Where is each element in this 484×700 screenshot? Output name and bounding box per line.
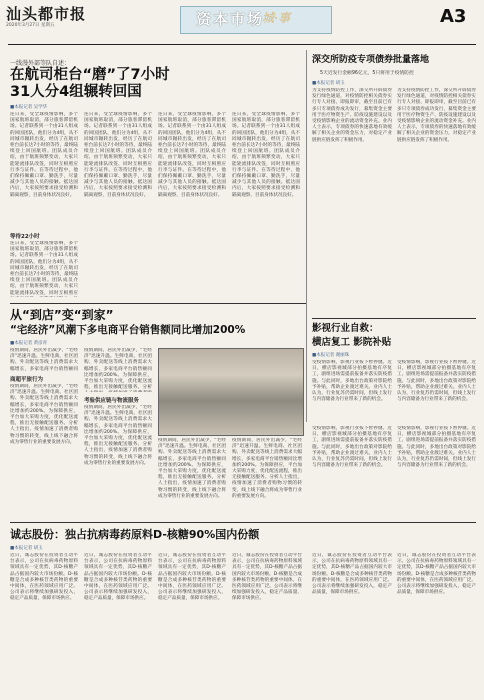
article5-byline: ■本报记者 胡玉 — [10, 546, 43, 551]
article1-kicker: 一线漫外部等队自述： — [10, 60, 71, 67]
article4-body-col1b: 疫情期间，居民外出减少，“宅经济”迅速升温。生鲜电商、社区团购、外卖配送等线上消费需求大幅增长，多家电商平台销售额同比增加约200%。为保障供应，平台加大采购力度，优化配送流程，推出无接触配送服务。分析人士指出，疫情加速了消费者购物习惯的转变，线上线下融合将成为零售行业的重要发展方向。 — [10, 384, 78, 445]
article5-body-col4: 近日，诚志股份在投资者互动平台表示，公司在抗病毒药物原料领域具有一定优势，其D-核糖产品占据国内较大市场份额。D-核糖是合成多种核苷类药物的重要中间体，在医药领域应用广泛。公司表示将继续加强研发投入，稳定产品质量，保障市场供应。 — [232, 553, 302, 602]
article5-body-col2: 近日，诚志股份在投资者互动平台表示，公司在抗病毒药物原料领域具有一定优势，其D-核糖产品占据国内较大市场份额。D-核糖是合成多种核苷类药物的重要中间体，在医药领域应用广泛。公司表示将继续加强研发投入，稳定产品质量，保障市场供应。 — [84, 553, 152, 602]
column-divider — [306, 50, 307, 422]
article1-body-col4: 连日来，受全球疫情影响，多个国家航班取消，部分旅客滞留机场。记者联系到一个由31人组成的回国团队，他们分为4组，从不同城市辗转出发，经历了在航司柜台前长达7小时的等待，最终陆续登上回国航班。团队成员介绍，由于航班频繁变动，大家只能轮流排队改签，同时互相照应行李与证件。在等待过程中，他们保持佩戴口罩、勤洗手，尽量减少与其他人员的接触。抵达国内后，大家按照要求接受检测和隔离观察，目前身体状况良好。 — [232, 112, 300, 198]
article1-body-col1: 连日来，受全球疫情影响，多个国家航班取消，部分旅客滞留机场。记者联系到一个由31人组成的回国团队，他们分为4组，从不同城市辗转出发，经历了在航司柜台前长达7小时的等待，最终陆续登上回国航班。团队成员介绍，由于航班频繁变动，大家只能轮流排队改签，同时互相照应行李与证件。在等待过程中，他们保持佩戴口罩、勤洗手，尽量减少与其他人员的接触。抵达国内后，大家按照要求接受检测和隔离观察，目前身体状况良好。 — [10, 112, 78, 198]
article1-title-line2: 31人分4组辗转回国 — [10, 84, 142, 100]
section-divider-2 — [10, 303, 306, 304]
article4-body-col1: 疫情期间，居民外出减少，“宅经济”迅速升温。生鲜电商、社区团购、外卖配送等线上消费需求大幅增长，多家电商平台销售额同 — [10, 348, 78, 372]
article2-subtitle: 5天近发行金额96亿元，5只将用于疫情防控 — [320, 71, 414, 76]
article5-title: 诚志股份：独占抗病毒药原料D-核糖90%国内份额 — [10, 528, 260, 541]
article4-title: 从“到店”变“到家” — [10, 308, 114, 322]
article3-byline: ■本报记者 谢丽珠 — [312, 353, 350, 358]
section-name: 资本市场 — [196, 10, 265, 28]
dateline: 2020年3月27日 星期五 — [6, 23, 55, 28]
article1-subhead: 等待22小时 — [10, 234, 40, 240]
article4-body-col3: 疫情期间，居民外出减少，“宅经济”迅速升温。生鲜电商、社区团购、外卖配送等线上消费需求大幅增长，多家电商平台销售额同比增加约200%。为保障供应，平台加大采购力度，优化配送流程，推出无接触配送服务。分析人士指出，疫情加速了消费者购物习惯的转变，线上线下融合将成为零售行业的重要发展方向。 — [158, 438, 226, 499]
article4-subhead2: 考验供应链与物流服务 — [84, 398, 140, 404]
article4-body-col2: 疫情期间，居民外出减少，“宅经济”迅速升温。生鲜电商、社区团购、外卖配送等线上消费需求大幅增长，多家电商平台销售额同比增加约200%。为保障供应，平台加大采购力度，优化配送流程，推出无接触配送服务。分析 — [84, 348, 152, 391]
article1-title: 在航司柜台“磨”了7小时 — [10, 67, 170, 83]
article4-title-line2: “宅经济”风潮下多电商平台销售额同比增加200% — [10, 324, 246, 336]
article4-photo — [158, 348, 304, 436]
article1-body-col2: 连日来，受全球疫情影响，多个国家航班取消，部分旅客滞留机场。记者联系到一个由31人组成的回国团队，他们分为4组，从不同城市辗转出发，经历了在航司柜台前长达7小时的等待，最终陆续登上回国航班。团队成员介绍，由于航班频繁变动，大家只能轮流排队改签，同时互相照应行李与证件。在等待过程中，他们保持佩戴口罩、勤洗手，尽量减少与其他人员的接触。抵达国内后，大家按照要求接受检测和隔离观察，目前身体状况良好。 — [84, 112, 152, 198]
article3-title-line2: 横店复工 影院补贴 — [312, 337, 392, 348]
article2-body-col2: 为支持疫情防控工作，深交所开辟债券发行绿色通道，对疫情防控相关债券实行专人对接、即报即审，截至目前已有多只专项债券成功发行，募集资金主要用于医疗物资生产、防疫设施建设以及受疫情影响企业的流动资金补充。业内人士表示，专项债券的快速落地有效缓解了相关企业的资金压力，对稳定产业链供应链发挥了积极作用。 — [397, 88, 476, 143]
article5-body-col6: 近日，诚志股份在投资者互动平台表示，公司在抗病毒药物原料领域具有一定优势，其D-核糖产品占据国内较大市场份额。D-核糖是合成多种核苷类药物的重要中间体，在医药领域应用广泛。公司表示将继续加强研发投入，稳定产品质量，保障市场供应。 — [397, 553, 476, 596]
article4-body-col4: 疫情期间，居民外出减少，“宅经济”迅速升温。生鲜电商、社区团购、外卖配送等线上消费需求大幅增长，多家电商平台销售额同比增加约200%。为保障供应，平台加大采购力度，优化配送流程，推出无接触配送服务。分析人士指出，疫情加速了消费者购物习惯的转变，线上线下融合将成为零售行业的重要发展方向。 — [232, 438, 302, 499]
article4-body-col2b: 疫情期间，居民外出减少，“宅经济”迅速升温。生鲜电商、社区团购、外卖配送等线上消费需求大幅增长，多家电商平台销售额同比增加约200%。为保障供应，平台加大采购力度，优化配送流程，推出无接触配送服务。分析人士指出，疫情加速了消费者购物习惯的转变，线上线下融合将成为零售行业的重要发展方向。 — [84, 405, 152, 466]
article3-body-col1b: 受疫情影响，影视行业按下暂停键。近日，横店影视城部分拍摄基地有序复工，剧组进场需提前报备并落实防疫措施。与此同时，多地出台政策对影院给予补贴，帮助企业渡过难关。业内人士认为，行业复苏仍需时间，但线上发行与内容储备为行业带来了新的机会。 — [312, 426, 392, 469]
newspaper-logo: 汕头都市报 — [6, 5, 87, 23]
article4-byline: ■本报记者 黄彦青 — [10, 341, 48, 346]
article3-body-col2: 受疫情影响，影视行业按下暂停键。近日，横店影视城部分拍摄基地有序复工，剧组进场需提前报备并落实防疫措施。与此同时，多地出台政策对影院给予补贴，帮助企业渡过难关。业内人士认为，行业复苏仍需时间，但线上发行与内容储备为行业带来了新的机会。 — [397, 360, 476, 403]
article5-body-col5: 近日，诚志股份在投资者互动平台表示，公司在抗病毒药物原料领域具有一定优势，其D-核糖产品占据国内较大市场份额。D-核糖是合成多种核苷类药物的重要中间体，在医药领域应用广泛。公司表示将继续加强研发投入，稳定产品质量，保障市场供应。 — [312, 553, 392, 596]
page-number: A3 — [440, 6, 467, 27]
article3-title: 影视行业自救： — [312, 323, 379, 334]
section-divider-3 — [10, 522, 476, 523]
article1-body-col1b: 连日来，受全球疫情影响，多个国家航班取消，部分旅客滞留机场。记者联系到一个由31人组成的回国团队，他们分为4组，从不同城市辗转出发，经历了在航司柜台前长达7小时的等待，最终陆续登上回国航班。团队成员介绍，由于航班频繁变动，大家只能轮流排队改签，同时互相照应 — [10, 241, 78, 296]
article1-body-col3: 连日来，受全球疫情影响，多个国家航班取消，部分旅客滞留机场。记者联系到一个由31人组成的回国团队，他们分为4组，从不同城市辗转出发，经历了在航司柜台前长达7小时的等待，最终陆续登上回国航班。团队成员介绍，由于航班频繁变动，大家只能轮流排队改签，同时互相照应行李与证件。在等待过程中，他们保持佩戴口罩、勤洗手，尽量减少与其他人员的接触。抵达国内后，大家按照要求接受检测和隔离观察，目前身体状况良好。 — [158, 112, 226, 198]
article4-subhead1: 商超平旅行为 — [10, 377, 44, 383]
article2-byline: ■本报记者 胡玉 — [312, 81, 345, 86]
section-slogan: 城·事 — [262, 11, 291, 25]
article5-body-col3: 近日，诚志股份在投资者互动平台表示，公司在抗病毒药物原料领域具有一定优势，其D-核糖产品占据国内较大市场份额。D-核糖是合成多种核苷类药物的重要中间体，在医药领域应用广泛。公司表示将继续加强研发投入，稳定产品质量，保障市场供应。 — [158, 553, 226, 602]
article2-title: 深交所防疫专项债券批量落地 — [312, 55, 430, 65]
article3-body-col1: 受疫情影响，影视行业按下暂停键。近日，横店影视城部分拍摄基地有序复工，剧组进场需提前报备并落实防疫措施。与此同时，多地出台政策对影院给予补贴，帮助企业渡过难关。业内人士认为，行业复苏仍需时间，但线上发行与内容储备为行业带来了新的机会。 — [312, 360, 392, 403]
section-divider — [312, 318, 476, 319]
article3-body-col2b: 受疫情影响，影视行业按下暂停键。近日，横店影视城部分拍摄基地有序复工，剧组进场需提前报备并落实防疫措施。与此同时，多地出台政策对影院给予补贴，帮助企业渡过难关。业内人士认为，行业复苏仍需时间，但线上发行与内容储备为行业带来了新的机会。 — [397, 426, 476, 469]
article1-byline: ■本报记者 吴学华 — [10, 105, 48, 110]
article5-body-col1: 近日，诚志股份在投资者互动平台表示，公司在抗病毒药物原料领域具有一定优势，其D-核糖产品占据国内较大市场份额。D-核糖是合成多种核苷类药物的重要中间体，在医药领域应用广泛。公司表示将继续加强研发投入，稳定产品质量，保障市场供应。 — [10, 553, 78, 602]
article2-body-col1: 为支持疫情防控工作，深交所开辟债券发行绿色通道，对疫情防控相关债券实行专人对接、即报即审，截至目前已有多只专项债券成功发行，募集资金主要用于医疗物资生产、防疫设施建设以及受疫情影响企业的流动资金补充。业内人士表示，专项债券的快速落地有效缓解了相关企业的资金压力，对稳定产业链供应链发挥了积极作用。 — [312, 88, 392, 143]
